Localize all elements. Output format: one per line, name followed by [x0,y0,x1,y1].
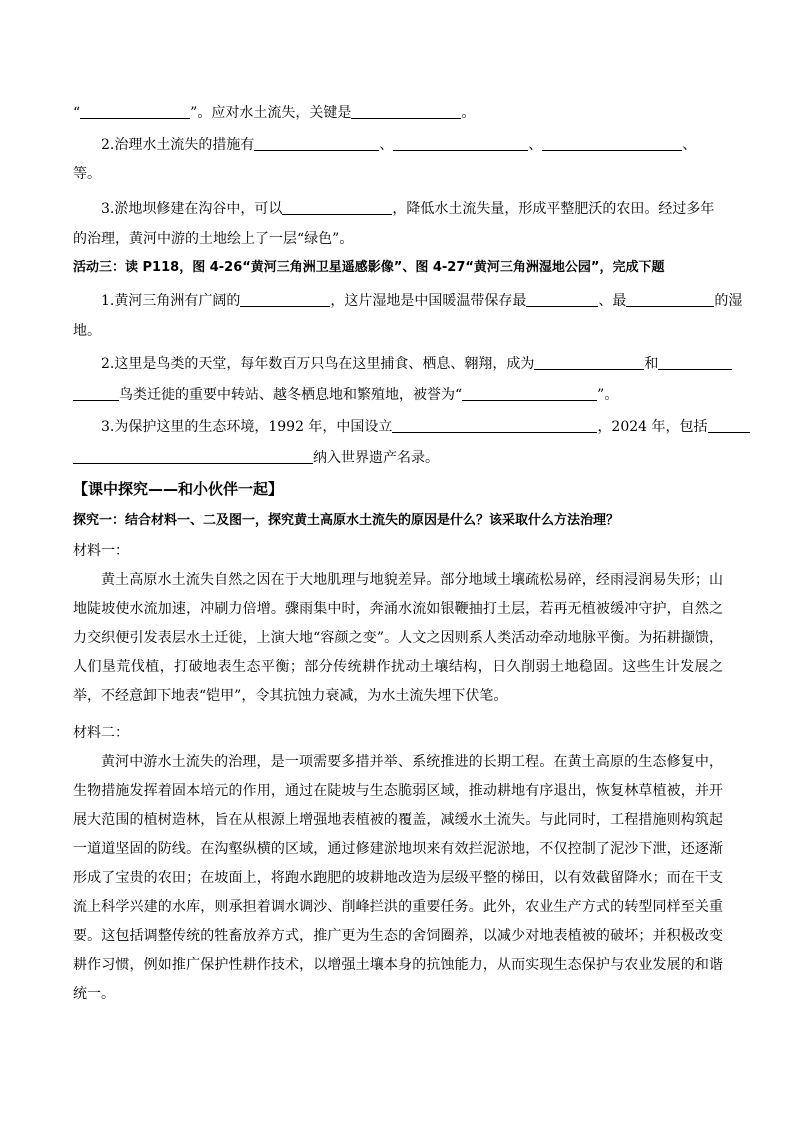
answer-blank[interactable] [282,200,392,215]
separator: 、 [528,137,543,153]
intro-text: 。 [461,105,476,121]
question-text: 、最 [598,293,627,309]
answer-blank[interactable] [393,136,528,151]
question-text: 地。 [73,323,101,339]
answer-blank[interactable] [80,104,190,119]
separator: 、 [379,137,394,153]
activity3-q3 [101,417,751,437]
question-text: ，这片湿地是中国暖温带保存最 [330,293,527,309]
activity3-q1-cont [73,321,723,341]
answer-blank[interactable] [73,449,313,464]
activity3-q2 [101,354,751,374]
answer-blank[interactable] [708,418,750,433]
question-text: 纳入世界遗产名录。 [313,450,439,466]
activity3-q2-cont [73,385,723,405]
answer-blank[interactable] [254,136,379,151]
intro-text: ”。应对水土流失，关键是 [190,105,352,121]
intro-line-3 [73,164,723,184]
answer-blank[interactable] [73,386,119,401]
intro-line-2 [101,135,751,155]
question-text: 1.黄河三角洲有广阔的 [101,293,241,309]
question-text: 2.这里是鸟类的天堂，每年数百万只鸟在这里捕食、栖息、翱翔，成为 [101,356,535,372]
question-text: 的湿 [714,293,743,309]
answer-blank[interactable] [462,386,597,401]
intro-line-5 [73,229,723,249]
question-text: 鸟类迁徙的重要中转站、越冬栖息地和繁殖地，被誉为“ [119,387,463,403]
answer-blank[interactable] [240,292,330,307]
answer-blank[interactable] [392,418,597,433]
section-header: 【课中探究——和小伙伴一起】 [73,480,284,498]
separator: 、 [682,137,697,153]
activity3-q1 [101,291,751,311]
activity3-q3-cont [73,448,723,468]
material-2-label: 材料二： [73,725,129,741]
material-1-label: 材料一： [73,543,129,559]
question-text: ，降低水土流失量，形成平整肥沃的农田。经过多年 [392,201,715,217]
question-text: 的治理，黄河中游的土地绘上了一层“绿色”。 [73,231,354,247]
question-text: 和 [644,356,659,372]
intro-line-4 [101,199,751,219]
answer-blank[interactable] [534,355,644,370]
question-text: 2.治理水土流失的措施有 [101,137,255,153]
question-text: 3.为保护这里的生态环境，1992 年，中国设立 [101,419,393,435]
answer-blank[interactable] [658,355,732,370]
explore-task-1: 探究一：结合材料一、二及图一，探究黄土高原水土流失的原因是什么？该采取什么方法治理？ [73,513,620,528]
answer-blank[interactable] [526,292,598,307]
answer-blank[interactable] [351,104,461,119]
question-text: 3.淤地坝修建在沟谷中，可以 [101,201,283,217]
material-2-text: 黄河中游水土流失的治理，是一项需要多措并举、系统推进的长期工程。在黄土高原的生态修复中，生物措施发挥着固本培元的作用，通过在陡坡与生态脆弱区域，推动耕地有序退出，恢复林草植被，并开展大范围的植树造林，旨在从根源上增强地表植被的覆盖，减缓水土流失。与此同时，工程措施则构筑起一道道坚固的防线。在沟壑纵横的区域，通过修建淤地坝来有效拦泥淤地，不仅控制了泥沙下泄，还逐渐形成了宝贵的农田；在坡面上，将跑水跑肥的坡耕地改造为层级平整的梯田，以有效截留降水；而在干支流上科学兴建的水库，则承担着调水调沙、削峰拦洪的重要任务。此外，农业生产方式的转型同样至关重要。这包括调整传统的牲畜放养方式，推广更为生态的舍饲圈养，以减少对地表植被的破坏；并积极改变耕作习惯，例如推广保护性耕作技术，以增强土壤本身的抗蚀能力，从而实现生态保护与农业发展的和谐统一。 [73,754,723,1002]
question-text: 等。 [73,166,101,182]
activity3-title: 活动三：读 P118，图 4-26“黄河三角洲卫星遥感影像”、图 4-27“黄河三角洲湿地公园”，完成下题 [73,260,665,275]
answer-blank[interactable] [626,292,714,307]
material-1-text: 黄土高原水土流失自然之因在于大地肌理与地貌差异。部分地域土壤疏松易碎，经雨浸润易失形；山地陡坡使水流加速，冲刷力倍增。骤雨集中时，奔涌水流如银鞭抽打土层，若再无植被缓冲守护，自然之力交织便引发表层水土迁徙，上演大地“容颜之变”。人文之因则系人类活动牵动地脉平衡。为拓耕撷馈，人们垦荒伐植，打破地表生态平衡；部分传统耕作扰动土壤结构，日久削弱土地稳固。这些生计发展之举，不经意卸下地表“铠甲”，令其抗蚀力衰减，为水土流失埋下伏笔。 [73,572,723,704]
question-text: ，2024 年，包括 [597,419,708,435]
intro-line-1 [73,103,723,123]
question-text: ”。 [597,387,619,403]
answer-blank[interactable] [542,136,682,151]
quote-open: “ [73,105,81,121]
